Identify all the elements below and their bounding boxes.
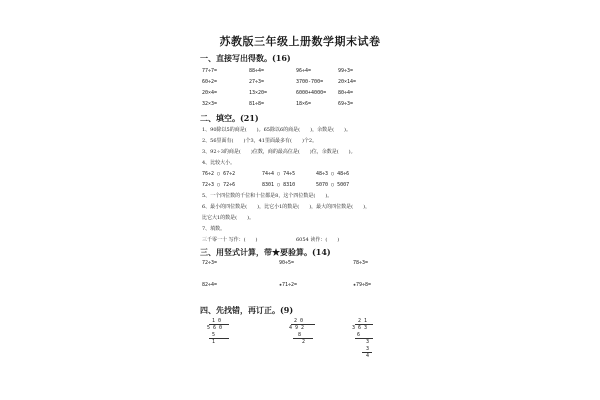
compare-item: 8301 ○ 8310: [262, 182, 296, 188]
calc-item: 32×3=: [202, 101, 218, 107]
fill-question-5: 5、一个四位数的千位和十位都是8，这个四位数是( )。: [202, 193, 333, 199]
fill-question-1: 1、90除以5的商是( )。65除以6的商是( )，余数是( )。: [202, 127, 351, 133]
fill-question-3: 3、92÷3的商是( )位数，商的最高位是( )位，余数是( )。: [202, 149, 356, 155]
calc-item: 13×20=: [249, 90, 268, 96]
division-quotient: 1 0: [212, 318, 222, 324]
vertical-calc-item: 82÷4=: [202, 282, 218, 288]
section-4-heading: 四、先找错，再订正。(9): [200, 305, 294, 315]
calc-item: 20×14=: [338, 79, 357, 85]
calc-item: 96÷4=: [296, 68, 312, 74]
calc-item: 81÷8=: [249, 101, 265, 107]
read-number-item: 6054 读作：( ): [296, 237, 340, 243]
fill-question-6-cont: 比它大1的数是( )。: [202, 215, 255, 221]
calc-item: 80÷4=: [338, 90, 354, 96]
calc-item: 20×4=: [202, 90, 218, 96]
vertical-calc-item: ★79÷8=: [353, 282, 372, 288]
section-1-heading: 一、直接写出得数。(16): [200, 53, 291, 63]
compare-item: 5070 ○ 5007: [316, 182, 350, 188]
calc-item: 60÷2=: [202, 79, 218, 85]
division-dividend: 5 6 0: [207, 325, 223, 331]
division-step-value: 3: [366, 339, 370, 345]
calc-item: 88÷4=: [249, 68, 265, 74]
division-dividend: 4 9 2: [289, 325, 305, 331]
division-subtrahend: 8: [298, 332, 302, 338]
vertical-calc-item: ★71÷2=: [279, 282, 298, 288]
division-dividend: 3 6 3: [352, 325, 368, 331]
division-remainder: 1: [212, 339, 216, 345]
division-quotient: 2 1: [358, 318, 368, 324]
division-line: [355, 338, 373, 339]
vertical-calc-item: 72÷3=: [202, 260, 218, 266]
calc-item: 69÷3=: [338, 101, 354, 107]
page-title: 苏教版三年级上册数学期末试卷: [219, 35, 381, 48]
calc-item: 99÷3=: [338, 68, 354, 74]
division-quotient: 2 0: [294, 318, 304, 324]
vertical-calc-item: 78÷3=: [353, 260, 369, 266]
section-2-heading: 二、填空。(21): [200, 113, 259, 123]
write-number-item: 三千零一十 写作：( ): [202, 237, 258, 243]
calc-item: 27÷3=: [249, 79, 265, 85]
calc-item: 77÷7=: [202, 68, 218, 74]
section-3-heading: 三、用竖式计算，带★要验算。(14): [200, 247, 331, 257]
fill-question-4: 4、比较大小。: [202, 160, 236, 166]
compare-item: 48÷3 ○ 48÷6: [316, 171, 350, 177]
compare-item: 76÷2 ○ 67÷2: [202, 171, 236, 177]
compare-item: 72÷3 ○ 72÷6: [202, 182, 236, 188]
calc-item: 18×6=: [296, 101, 312, 107]
compare-item: 74÷4 ○ 74÷5: [262, 171, 296, 177]
division-remainder: 2: [302, 339, 306, 345]
division-subtrahend: 5: [212, 332, 216, 338]
fill-question-2: 2、56里面有( )个3，41里面最多有( )个2。: [202, 138, 318, 144]
division-step-value: 3: [366, 346, 370, 352]
division-remainder: 4: [366, 353, 370, 359]
fill-question-6: 6、最小的四位数是( )，比它小1的数是( )，最大的四位数是( )，: [202, 204, 371, 210]
calc-item: 3700-700=: [296, 79, 324, 85]
fill-question-7: 7、填数。: [202, 226, 226, 232]
calc-item: 6000+4000=: [296, 90, 327, 96]
division-subtrahend: 6: [357, 332, 361, 338]
vertical-calc-item: 90÷5=: [279, 260, 295, 266]
